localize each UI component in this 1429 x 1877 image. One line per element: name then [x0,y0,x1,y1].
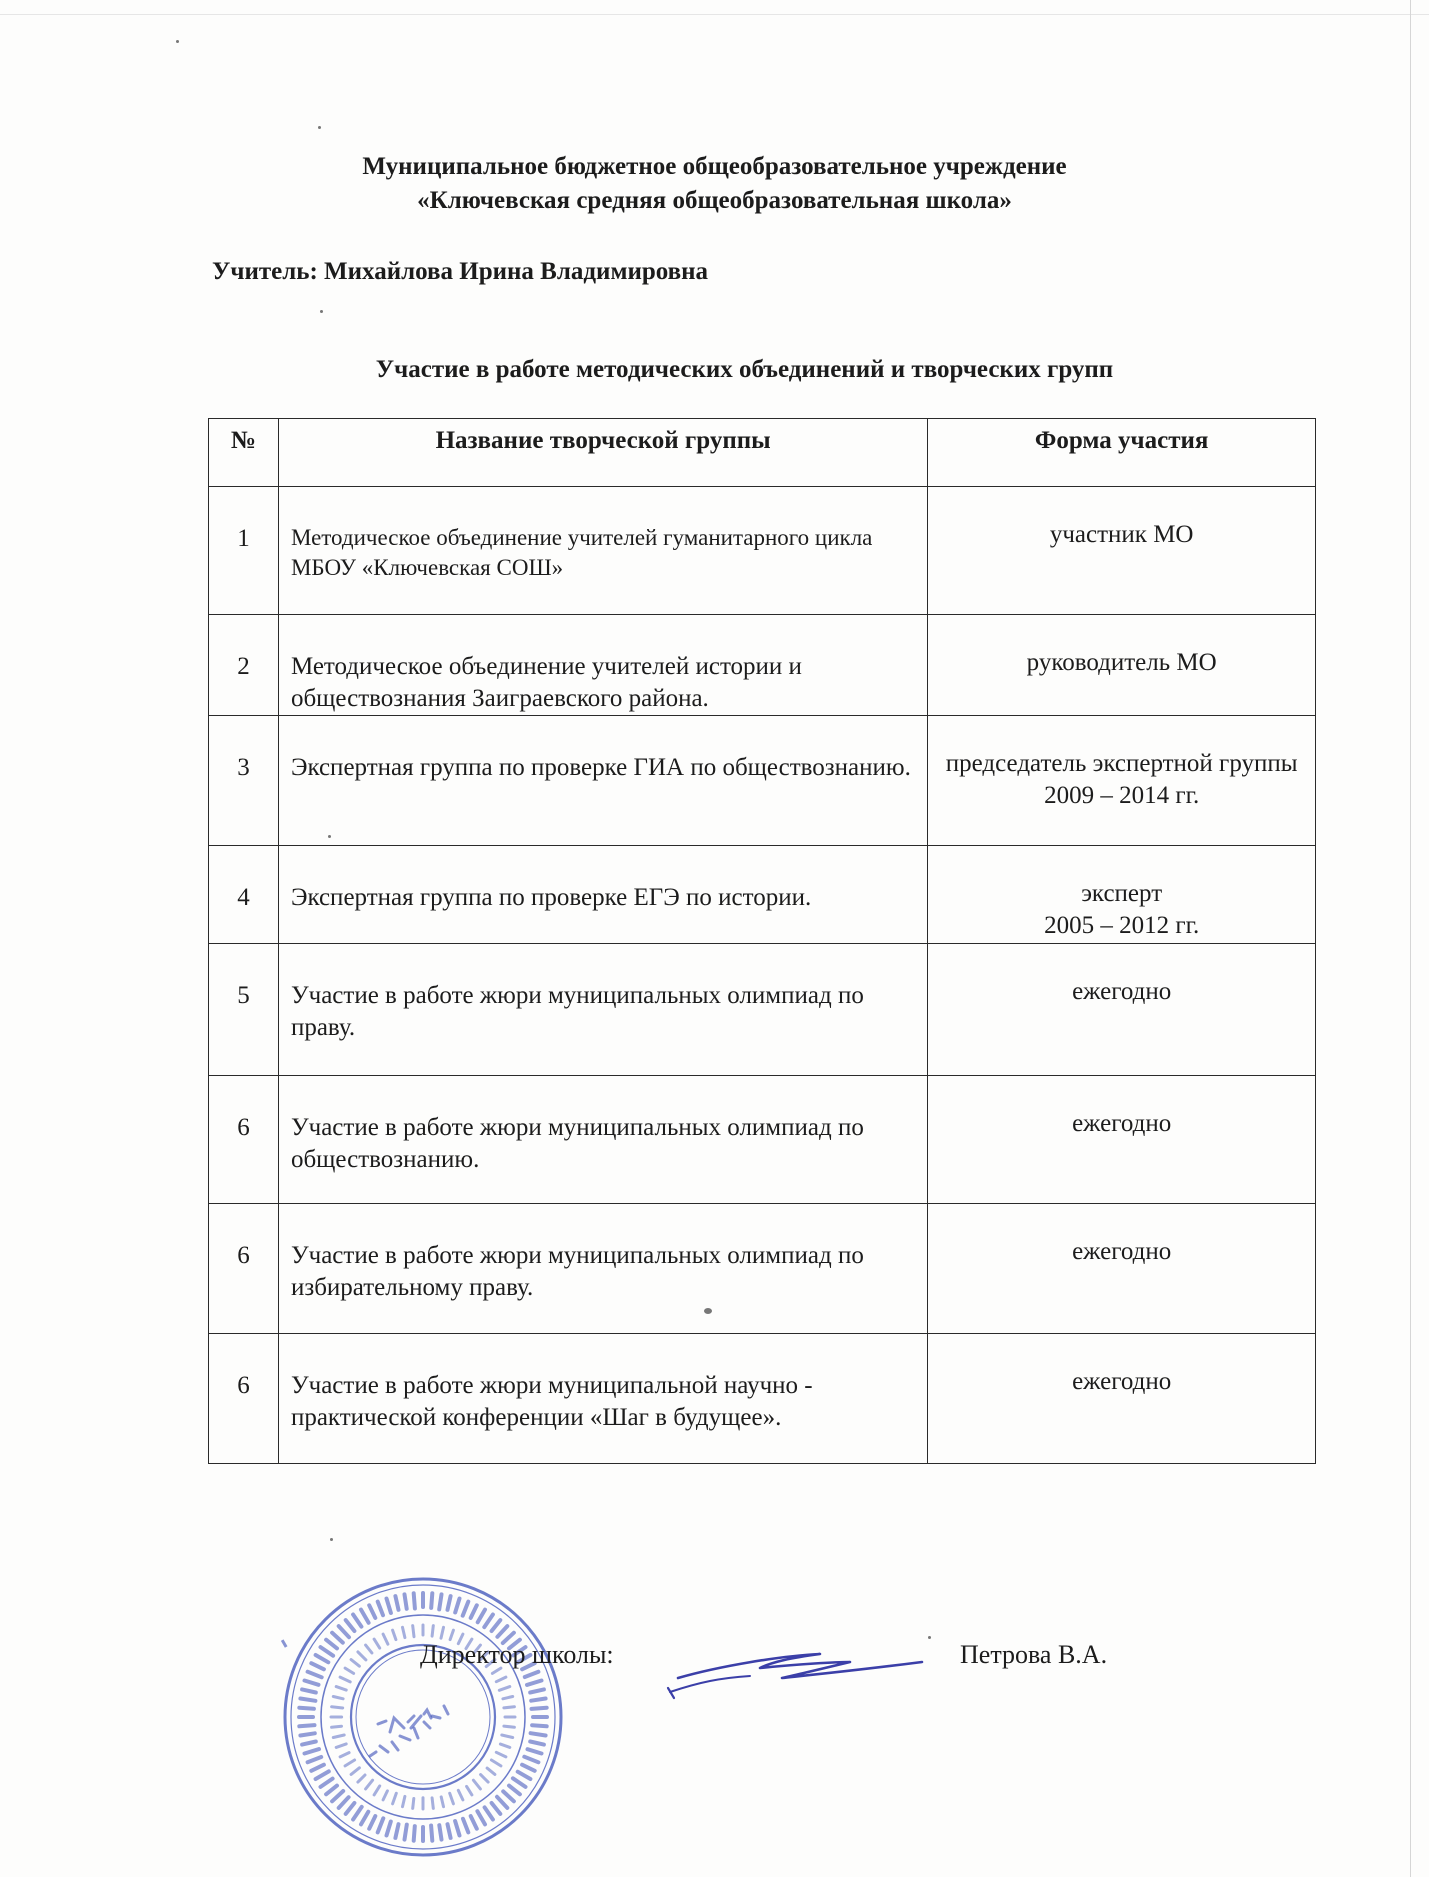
stamp-lettering-mark [527,1681,542,1685]
group-name: Участие в работе жюри муниципальных олимпиад по обществознанию. [278,1076,927,1204]
row-number: 2 [209,615,279,716]
group-name: Участие в работе жюри муниципальных олимпиад по избирательному праву. [278,1204,927,1334]
stamp-lettering-mark [522,1765,535,1771]
stamp-lettering-mark [311,1765,324,1771]
stamp-lettering-mark [378,1602,383,1616]
stamp-lettering-mark [305,1749,320,1753]
stamp-lettering-mark [503,1697,513,1699]
stamp-lettering-mark [374,1786,380,1795]
stamp-lettering-mark [492,1620,501,1631]
header-participation-form: Форма участия [928,419,1316,487]
scan-speck [704,1308,712,1314]
participation-form-line: ежегодно [1072,1368,1172,1395]
header-group-name: Название творческой группы [278,419,927,487]
participation-form-line: эксперт [1081,880,1163,907]
stamp-lettering-mark [316,1771,329,1779]
stamp-lettering-mark [497,1797,507,1808]
stamp-lettering-mark [413,1799,414,1809]
stamp-lettering-mark [395,1824,398,1838]
participation-form-line: ежегодно [1072,1110,1172,1137]
stamp-lettering-mark [502,1735,513,1738]
group-name: Экспертная группа по проверке ЕГЭ по истории. [278,846,927,944]
participation-form [928,944,1316,1076]
group-name: Методическое объединение учителей гуманитарного цикла МБОУ «Ключевская СОШ» [278,487,927,615]
stamp-lettering-mark [448,1596,451,1610]
row-number: 6 [209,1076,279,1204]
stamp-lettering-mark [308,1672,322,1678]
stamp-lettering-mark [383,1634,388,1644]
official-stamp-icon [278,1572,568,1862]
scan-speck [328,835,331,838]
stamp-lettering-mark [414,1593,415,1608]
stamp-lettering-mark [499,1687,510,1691]
stamp-lettering-mark [450,1793,454,1804]
stamp-lettering-mark [491,1760,501,1766]
stamp-lettering-mark [413,1626,414,1637]
stamp-lettering-mark [504,1707,515,1708]
participation-form [928,1334,1316,1464]
stamp-lettering-mark [532,1708,547,1709]
stamp-lettering-mark [351,1660,359,1667]
scan-edge-right [1410,0,1411,1877]
stamp-lettering-mark [393,1630,396,1639]
participation-form [928,1204,1316,1334]
participation-form [928,615,1316,716]
stamp-lettering-mark [439,1594,441,1609]
stamp-lettering-mark [358,1775,365,1782]
stamp-lettering-mark [530,1742,544,1745]
stamp-lettering-mark [448,1824,451,1838]
stamp-lettering-mark [503,1791,514,1801]
stamp-lettering-mark [532,1725,547,1726]
table-row [209,1204,1316,1334]
stamp-lettering-mark [492,1803,501,1814]
stamp-lettering-mark [496,1677,506,1682]
scan-speck [176,40,179,43]
table-row [209,615,1316,716]
scan-edge-top [0,14,1429,15]
section-title: Участие в работе методических объединений и творческих групп [375,356,1114,383]
group-name: Методическое объединение учителей истории и обществознания Заиграевского района. [278,615,927,716]
participation-form [928,716,1316,846]
stamp-lettering-mark [431,1593,432,1608]
stamp-lettering-mark [374,1639,380,1648]
group-name: Участие в работе жюри муниципальных олимпиад по праву. [278,944,927,1076]
row-number: 5 [209,944,279,1076]
stamp-lettering-mark [340,1753,349,1757]
scan-speck [330,1538,333,1541]
stamp-lettering-mark [300,1733,314,1735]
stamp-lettering-mark [369,1605,375,1618]
stamp-lettering-mark [339,1797,349,1808]
stamp-lettering-mark [530,1689,544,1692]
stamp-lettering-mark [473,1780,480,1789]
stamp-lettering-mark [351,1768,359,1775]
stamp-lettering-mark [302,1742,316,1745]
stamp-lettering-mark [531,1699,545,1701]
stamp-lettering-mark [345,1760,355,1766]
stamp-lettering-mark [481,1775,489,1783]
stamp-lettering-mark [496,1752,506,1757]
stamp-lettering-mark [311,1663,324,1669]
stamp-lettering-mark [463,1602,469,1616]
stamp-lettering-mark [321,1779,333,1787]
participation-form-line: ежегодно [1072,978,1172,1005]
stamp-lettering-mark [326,1786,337,1795]
stamp-lettering-mark [333,1735,344,1738]
stamp-lettering-mark [403,1627,405,1637]
stamp-lettering-mark [455,1821,459,1836]
participation-form-line: участник МО [1049,521,1194,548]
stamp-lettering-mark [361,1812,368,1825]
stamp-lettering-mark [387,1599,391,1614]
row-number: 6 [209,1334,279,1464]
table-row [209,846,1316,944]
director-label: Директор школы: [420,1640,614,1669]
stamp-lettering-mark [332,1791,343,1801]
stamp-lettering-mark [467,1786,472,1795]
stamp-lettering-mark [500,1744,509,1747]
stamp-lettering-mark [471,1816,477,1829]
stamp-lettering-mark [403,1796,405,1806]
stamp-lettering-mark [387,1822,391,1836]
stamp-lettering-mark [524,1757,538,1763]
stamp-lettering-mark [393,1793,397,1804]
stamp-lettering-mark [358,1652,366,1660]
stamp-lettering-mark [484,1615,493,1628]
stamp-lettering-mark [346,1803,355,1814]
stamp-lettering-mark [477,1811,485,1824]
stamp-lettering-mark [346,1620,355,1631]
stamp-lettering-mark [361,1610,369,1623]
row-number: 3 [209,716,279,846]
table-row [209,944,1316,1076]
header-num: № [209,419,279,487]
stamp-lettering-mark [339,1626,349,1637]
stamp-lettering-mark [332,1726,342,1727]
stamp-lettering-mark [332,1707,343,1708]
table-row [209,487,1316,615]
stamp-lettering-mark [366,1780,373,1789]
participation-form [928,846,1316,944]
stamp-lettering-mark [333,1697,343,1699]
participation-form-line: председатель экспертной группы [945,750,1298,777]
stamp-lettering-mark [336,1744,346,1748]
institution-header [0,150,1429,218]
stamp-lettering-mark [463,1819,468,1833]
stamp-lettering-mark [513,1778,526,1787]
stamp-lettering-mark [353,1615,361,1627]
stamp-lettering-mark [321,1647,334,1656]
stamp-lettering-mark [485,1807,493,1819]
stamp-lettering-mark [455,1599,459,1613]
stamp-lettering-mark [300,1699,315,1701]
stamp-lettering-mark [299,1708,314,1709]
stamp-lettering-mark [439,1825,441,1839]
stamp-lettering-mark [432,1626,433,1637]
table-row [209,1334,1316,1464]
participation-period: 2009 – 2014 гг. [1044,782,1200,809]
scan-speck [320,310,323,313]
stamp-lettering-mark [431,1826,432,1841]
stamp-lettering-mark [332,1633,343,1643]
stamp-lettering-mark [378,1818,384,1832]
stamp-lettering-mark [414,1826,415,1841]
stamp-lettering-mark [504,1726,515,1727]
stamp-lettering-mark [450,1630,453,1639]
participation-period: 2005 – 2012 гг. [1044,912,1200,939]
participation-form-line: руководитель МО [1026,649,1217,676]
stamp-lettering-mark [405,1594,407,1608]
groups-table [208,418,1316,1464]
row-number: 1 [209,487,279,615]
table-row [209,716,1316,846]
participation-form-line: ежегодно [1072,1238,1172,1265]
director-signature-icon [660,1618,930,1708]
stamp-lettering-mark [441,1797,443,1807]
stamp-lettering-mark [478,1610,485,1623]
stamp-lettering-mark [308,1757,322,1762]
stamp-lettering-mark [471,1605,477,1618]
stamp-lettering-mark [525,1672,539,1677]
row-number: 4 [209,846,279,944]
stamp-lettering-mark [458,1790,463,1800]
stamp-lettering-mark [302,1689,316,1692]
stamp-lettering-mark [369,1816,375,1829]
stamp-lettering-mark [340,1677,350,1682]
scan-speck [318,126,321,129]
stamp-lettering-mark [509,1786,520,1795]
stamp-lettering-mark [336,1687,346,1691]
stamp-lettering-mark [326,1640,337,1649]
stamp-lettering-mark [353,1807,362,1820]
group-name: Экспертная группа по проверке ГИА по обществознанию. [278,716,927,846]
stamp-lettering-mark [366,1645,372,1653]
stamp-lettering-mark [518,1772,531,1779]
stamp-lettering-mark [405,1825,407,1840]
stamp-lettering-mark [345,1668,354,1673]
stamp-lettering-mark [432,1798,433,1809]
stamp-lettering-mark [305,1681,319,1685]
scan-speck [928,1636,931,1639]
stamp-lettering-mark [497,1626,507,1637]
table-header-row [209,419,1316,487]
stamp-lettering-mark [299,1725,314,1726]
stamp-lettering-mark [528,1749,542,1753]
director-name: Петрова В.А. [960,1640,1108,1669]
stamp-lettering-mark [383,1791,387,1800]
participation-form [928,1076,1316,1204]
stamp-lettering-mark [441,1627,444,1638]
participation-form [928,487,1316,615]
row-number: 6 [209,1204,279,1334]
stamp-lettering-mark [531,1733,546,1735]
teacher-name: Учитель: Михайлова Ирина Владимировна [212,258,709,285]
stamp-lettering-mark [395,1596,398,1610]
group-name: Участие в работе жюри муниципальной научно - практической конференции «Шаг в будущее». [278,1334,927,1464]
stamp-lettering-mark [316,1655,329,1662]
stamp-lettering-mark [487,1768,495,1774]
institution-name-line1: Муниципальное бюджетное общеобразовательное учреждение [362,153,1067,180]
table-row [209,1076,1316,1204]
institution-name-line2: «Ключевская средняя общеобразовательная школа» [417,187,1012,214]
